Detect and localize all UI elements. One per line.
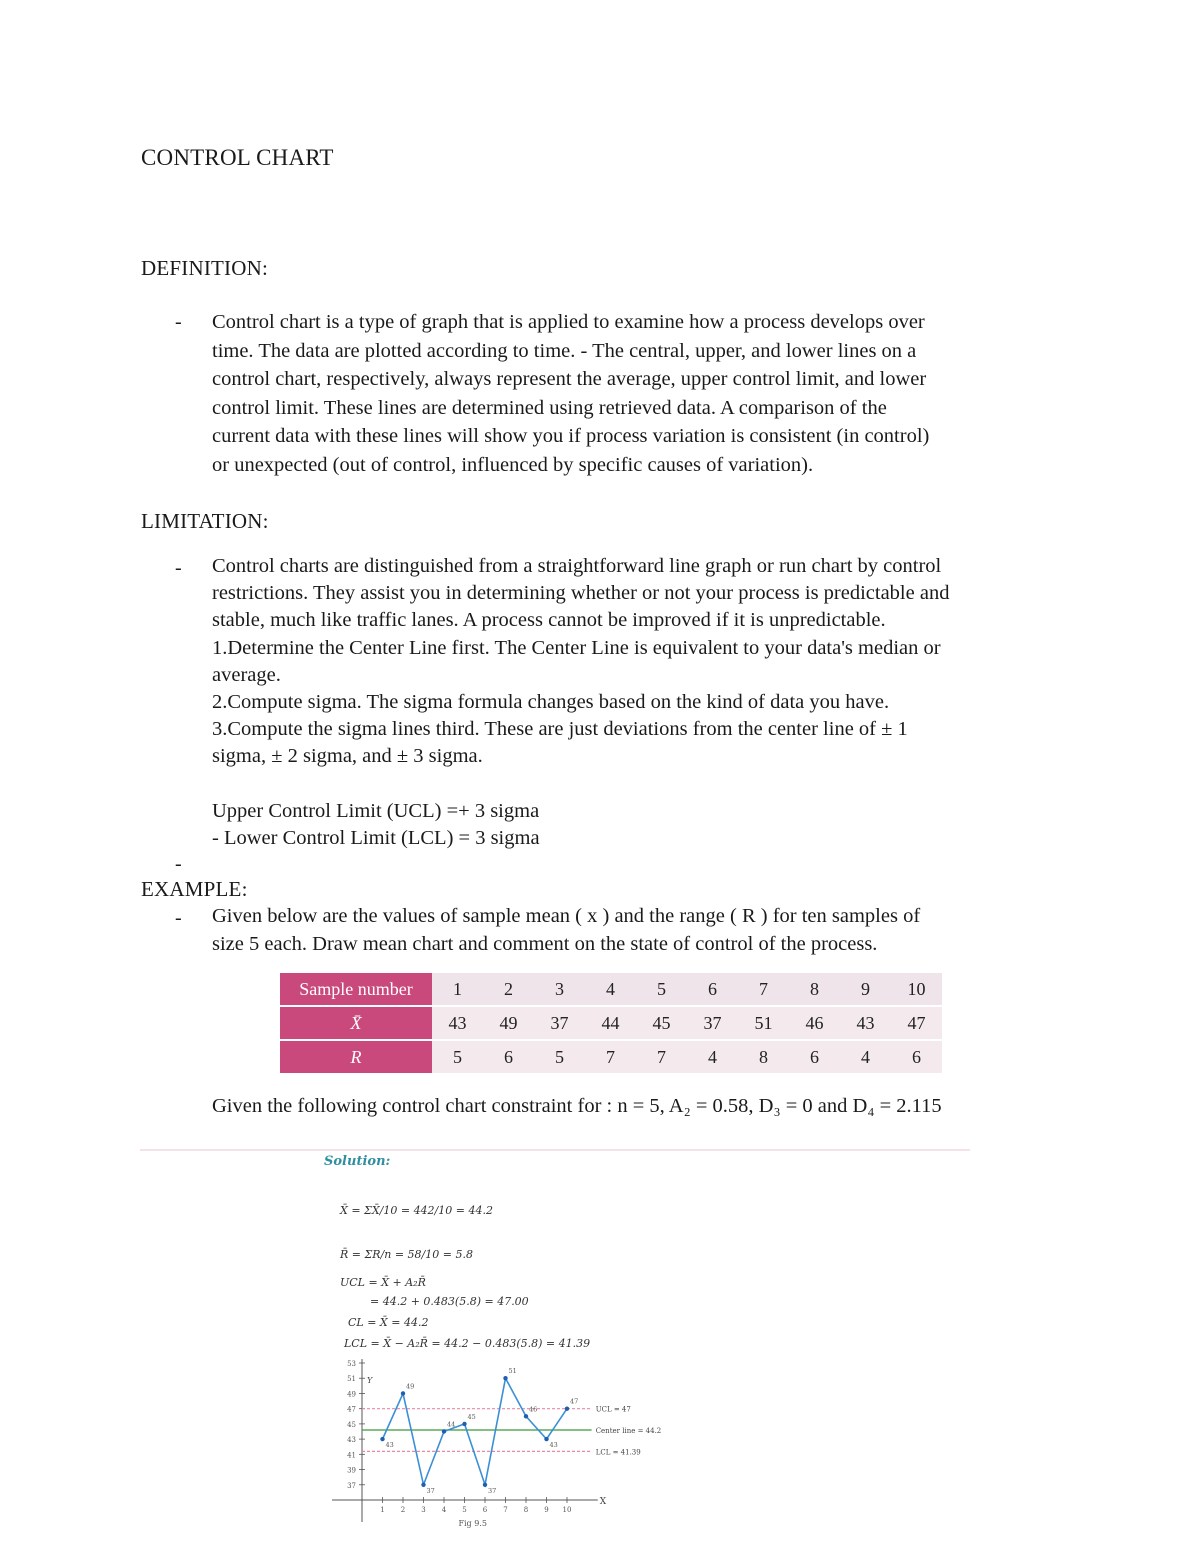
- table-cell: 49: [483, 1007, 534, 1041]
- limitation-heading: LIMITATION:: [141, 509, 269, 533]
- y-tick-label: 39: [347, 1466, 356, 1475]
- example-line: size 5 each. Draw mean chart and comment on the state of control of the process.: [212, 932, 878, 955]
- definition-line: or unexpected (out of control, influenced by specific causes of variation).: [212, 453, 814, 476]
- table-cell: 4: [687, 1041, 738, 1075]
- data-label: 45: [467, 1412, 476, 1421]
- data-label: 37: [426, 1486, 435, 1495]
- table-cell: 7: [585, 1041, 636, 1075]
- table-cell: 43: [432, 1007, 483, 1041]
- x-axis-label: X: [599, 1497, 607, 1507]
- data-label: 47: [570, 1397, 579, 1406]
- definition-line: Control chart is a type of graph that is applied to examine how a process develops over: [212, 311, 925, 333]
- reference-line-label: LCL = 41.39: [595, 1448, 641, 1457]
- table-cell: 46: [789, 1007, 840, 1041]
- limitation-line: 2.Compute sigma. The sigma formula changes based on the kind of data you have.: [212, 691, 890, 714]
- bullet-dash: -: [175, 311, 182, 333]
- limitation-line: 1.Determine the Center Line first. The Center Line is equivalent to your data's median or: [212, 636, 941, 659]
- control-chart: [320, 1355, 740, 1530]
- x-tick-label: 7: [503, 1506, 508, 1514]
- y-tick-label: 43: [347, 1436, 356, 1445]
- table-cell: 8: [738, 1041, 789, 1075]
- table-cell: 1: [432, 973, 483, 1007]
- x-tick-label: 4: [441, 1506, 447, 1514]
- limitation-line: sigma, ± 2 sigma, and ± 3 sigma.: [212, 745, 483, 768]
- data-point: [544, 1437, 548, 1441]
- table-cell: 45: [636, 1007, 687, 1041]
- table-cell: 5: [432, 1041, 483, 1075]
- row-label-r: R: [280, 1041, 432, 1075]
- y-tick-label: 51: [347, 1375, 356, 1384]
- table-cell: 2: [483, 973, 534, 1007]
- definition-line: current data with these lines will show you if process variation is consistent (in control): [212, 425, 930, 447]
- limitation-line: restrictions. They assist you in determining whether or not your process is predictable and: [212, 582, 950, 605]
- y-axis-label: Y: [367, 1376, 373, 1385]
- data-label: 43: [549, 1441, 558, 1450]
- row-label-sample-number: Sample number: [280, 973, 432, 1007]
- table-cell: 10: [891, 973, 942, 1007]
- reference-line-label: UCL = 47: [595, 1405, 631, 1414]
- data-point: [401, 1391, 405, 1395]
- table-cell: 5: [534, 1041, 585, 1075]
- x-tick-label: 6: [482, 1506, 488, 1514]
- y-tick-label: 41: [347, 1451, 356, 1460]
- data-point: [503, 1376, 507, 1380]
- series-line: [383, 1378, 568, 1485]
- table-cell: 37: [534, 1007, 585, 1041]
- ucl-calc: = 44.2 + 0.483(5.8) = 47.00: [370, 1295, 529, 1308]
- cl-formula: CL = X̄ = 44.2: [348, 1316, 429, 1329]
- sample-data-table: [280, 973, 942, 1075]
- figure-caption: Fig 9.5: [458, 1519, 487, 1528]
- table-cell: 47: [891, 1007, 942, 1041]
- example-line: Given below are the values of sample mean ( x ) and the range ( R ) for ten samples of: [212, 905, 921, 927]
- x-tick-label: 2: [400, 1506, 406, 1514]
- y-tick-label: 53: [347, 1360, 356, 1368]
- table-cell: 6: [789, 1041, 840, 1075]
- y-tick-label: 45: [347, 1420, 356, 1429]
- data-point: [380, 1437, 384, 1441]
- example-heading: EXAMPLE:: [141, 877, 248, 901]
- table-cell: 3: [534, 973, 585, 1007]
- y-tick-label: 49: [347, 1390, 356, 1399]
- table-cell: 8: [789, 973, 840, 1007]
- solution-title: Solution:: [324, 1154, 391, 1169]
- data-point: [483, 1483, 487, 1487]
- table-row: [280, 1041, 942, 1075]
- lcl-formula: LCL = X̄ − A₂R̄ = 44.2 − 0.483(5.8) = 41.39: [344, 1337, 591, 1350]
- table-cell: 44: [585, 1007, 636, 1041]
- x-tick-label: 1: [380, 1506, 385, 1514]
- ucl-line: Upper Control Limit (UCL) =+ 3 sigma: [212, 799, 540, 822]
- x-tick-label: 3: [421, 1506, 426, 1514]
- data-label: 44: [447, 1420, 456, 1429]
- table-cell: 7: [738, 973, 789, 1007]
- table-row: [280, 1007, 942, 1041]
- y-tick-label: 37: [347, 1481, 356, 1490]
- data-point: [442, 1429, 446, 1433]
- table-cell: 37: [687, 1007, 738, 1041]
- y-tick-label: 47: [347, 1405, 356, 1414]
- bullet-dash: -: [175, 907, 182, 929]
- data-label: 46: [529, 1405, 538, 1414]
- x-tick-label: 9: [544, 1506, 549, 1514]
- data-point: [421, 1483, 425, 1487]
- data-point: [565, 1406, 569, 1410]
- table-cell: 6: [891, 1041, 942, 1075]
- table-cell: 7: [636, 1041, 687, 1075]
- data-label: 51: [508, 1367, 517, 1376]
- x-tick-label: 10: [562, 1506, 572, 1514]
- limitation-text: [212, 553, 1112, 852]
- rbar-formula: R̄ = ΣR/n = 58/10 = 5.8: [340, 1248, 473, 1261]
- row-label-xbar: X̄: [280, 1007, 432, 1041]
- definition-heading: DEFINITION:: [141, 256, 269, 280]
- constraint-text: Given the following control chart constraint for : n = 5, A₂ = 0.58, D₃ = 0 and D₄ = 2.115: [212, 1095, 942, 1117]
- data-label: 49: [406, 1382, 415, 1391]
- ucl-formula: UCL = X̄ + A₂R̄: [340, 1276, 426, 1289]
- data-label: 37: [488, 1486, 497, 1495]
- x-tick-label: 5: [462, 1506, 467, 1514]
- x-tick-label: 8: [523, 1506, 529, 1514]
- data-point: [524, 1414, 528, 1418]
- bullet-dash: -: [175, 853, 182, 875]
- data-label: 43: [385, 1441, 394, 1450]
- page-title: CONTROL CHART: [141, 145, 334, 170]
- definition-line: time. The data are plotted according to time. - The central, upper, and lower lines on a: [212, 339, 917, 362]
- table-cell: 43: [840, 1007, 891, 1041]
- xbar-formula: X̄ = ΣX̄/10 = 442/10 = 44.2: [340, 1204, 493, 1217]
- bullet-dash: -: [175, 557, 182, 579]
- table-row: [280, 973, 942, 1007]
- definition-line: control limit. These lines are determined using retrieved data. A comparison of the: [212, 396, 887, 419]
- table-cell: 6: [687, 973, 738, 1007]
- table-cell: 6: [483, 1041, 534, 1075]
- table-cell: 9: [840, 973, 891, 1007]
- limitation-line: average.: [212, 663, 281, 686]
- solution-image: [320, 1150, 740, 1530]
- table-cell: 5: [636, 973, 687, 1007]
- limitation-line: stable, much like traffic lanes. A process cannot be improved if it is unpredictable.: [212, 609, 886, 632]
- table-cell: 4: [840, 1041, 891, 1075]
- example-text: [212, 903, 1112, 958]
- table-cell: 51: [738, 1007, 789, 1041]
- table-cell: 4: [585, 973, 636, 1007]
- blank-line: [212, 771, 1112, 798]
- lcl-line: - Lower Control Limit (LCL) = 3 sigma: [212, 827, 540, 850]
- limitation-line: Control charts are distinguished from a straightforward line graph or run chart by control: [212, 555, 942, 577]
- definition-line: control chart, respectively, always represent the average, upper control limit, and lower: [212, 368, 927, 390]
- definition-text: [212, 308, 1112, 479]
- reference-line-label: Center line = 44.2: [595, 1426, 662, 1435]
- limitation-line: 3.Compute the sigma lines third. These are just deviations from the center line of ± 1: [212, 718, 908, 741]
- data-point: [462, 1422, 466, 1426]
